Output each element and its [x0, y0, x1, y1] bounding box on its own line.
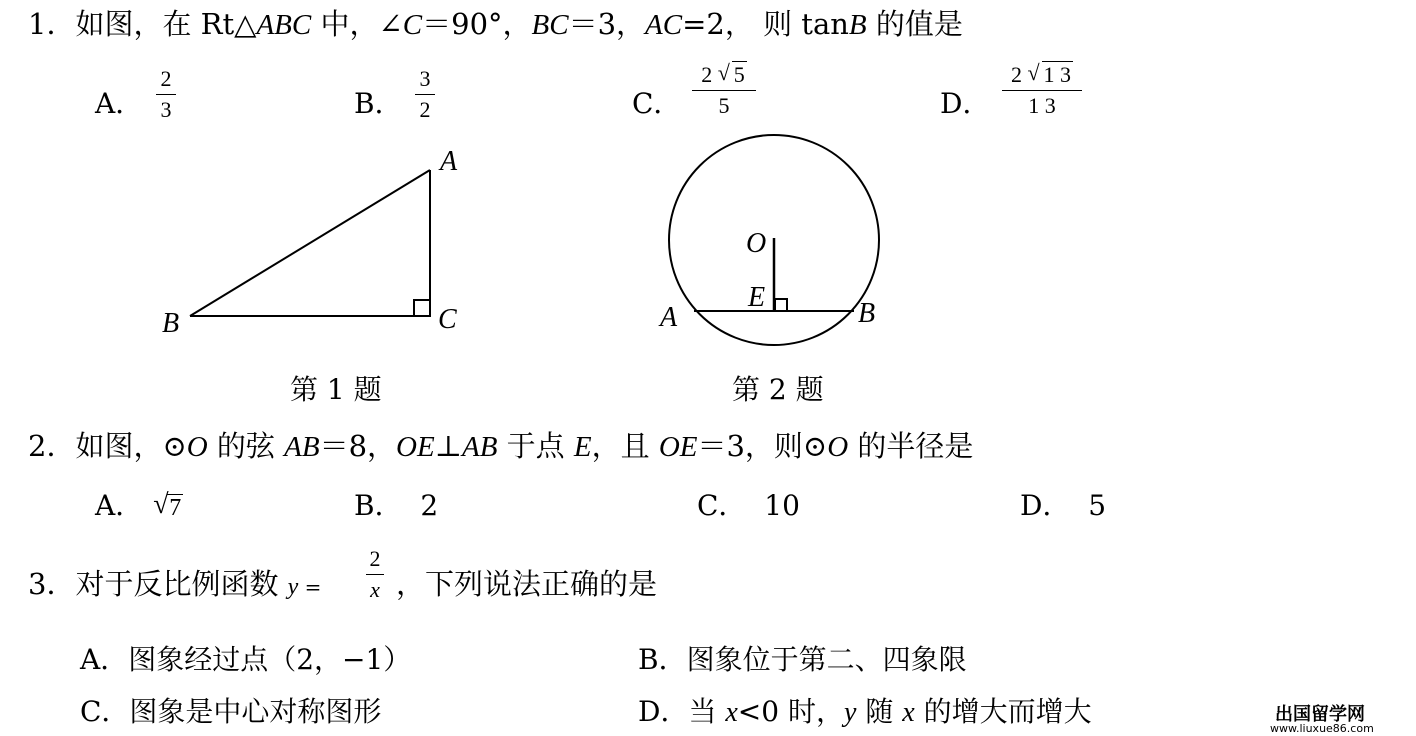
- q3-stem-tail: ，下列说法正确的是: [396, 567, 658, 601]
- q1-option-b-label: B．: [354, 87, 403, 120]
- sqrt-symbol: √ 7: [153, 489, 182, 521]
- figure-2-caption: 第 2 题: [732, 373, 824, 406]
- vertex-label-c: C: [438, 304, 457, 335]
- vertex-label-a: A: [440, 146, 458, 177]
- figure-1-caption: 第 1 题: [290, 373, 382, 406]
- q2-stem: 2．如图，⊙O 的弦 AB＝8，OE⊥AB 于点 E，且 OE＝3，则⊙O 的半径是: [28, 429, 974, 463]
- point-label-b: B: [858, 298, 876, 329]
- q3-option-b: B．图象位于第二、四象限: [638, 643, 967, 676]
- q3-function-fraction: 2 x: [366, 546, 384, 603]
- q1-option-a-label: A．: [95, 87, 144, 120]
- q3-option-d: D．当 x<0 时，y 随 x 的增大而增大: [638, 695, 1092, 728]
- figure-1-triangle: [150, 140, 480, 350]
- right-angle-mark: [414, 300, 430, 316]
- q1-option-c-fraction: 2 √ 5 5: [692, 62, 756, 119]
- q1-option-b-fraction: 3 2: [415, 66, 435, 123]
- q2-option-d: D． 5: [1020, 489, 1107, 522]
- vertex-label-b: B: [162, 308, 180, 339]
- point-label-e: E: [748, 282, 766, 313]
- watermark-url: www.liuxue86.com: [1270, 722, 1374, 735]
- point-label-a: A: [660, 302, 678, 333]
- q2-option-a: A． √ 7: [95, 489, 182, 522]
- q3-option-a: A．图象经过点（2，−1）: [80, 643, 412, 676]
- q2-option-c: C． 10: [697, 489, 800, 522]
- right-angle-mark: [775, 299, 787, 311]
- sqrt-symbol: √ 1 3: [1027, 60, 1071, 87]
- center-label-o: O: [746, 228, 767, 259]
- sqrt-symbol: √ 5: [717, 60, 745, 87]
- q3-option-c: C．图象是中心对称图形: [80, 695, 382, 728]
- q1-option-c-label: C．: [632, 87, 682, 120]
- figure-2-circle: [650, 130, 900, 360]
- q3-stem: 3．对于反比例函数 y =: [28, 567, 322, 601]
- q1-stem: 1．如图，在 Rt△ABC 中，∠C＝90°，BC＝3，AC=2， 则 tanB 的值是: [28, 7, 963, 41]
- watermark-logo: 出国留学网: [1275, 704, 1365, 725]
- q3-number: 3．: [28, 567, 76, 601]
- q1-option-a-fraction: 2 3: [156, 66, 176, 123]
- q2-number: 2．: [28, 429, 76, 463]
- q2-option-b: B． 2: [354, 489, 439, 522]
- q1-option-d-label: D．: [940, 87, 991, 120]
- q1-number: 1．: [28, 7, 76, 41]
- q1-option-d-fraction: 2 √ 1 3 1 3: [1002, 62, 1082, 119]
